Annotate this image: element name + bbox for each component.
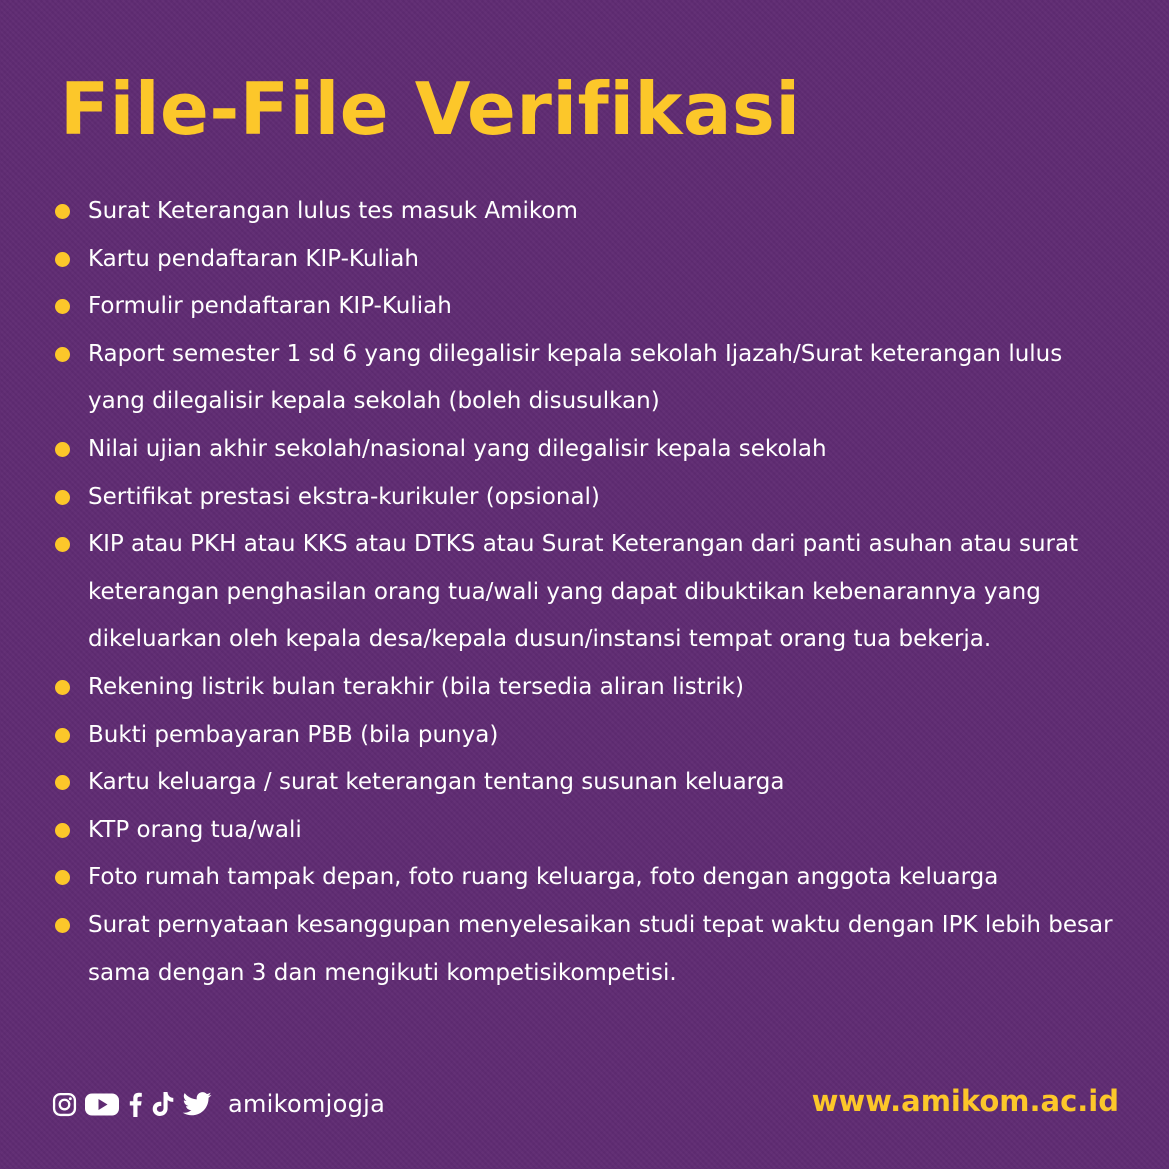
list-item-text: Raport semester 1 sd 6 yang dilegalisir kepala sekolah Ijazah/Surat keterangan lulus yang dilegalisir kepala sekolah (boleh disusulkan) [88, 340, 1063, 415]
page-title: File-File Verifikasi [60, 67, 801, 151]
list-item-text: Formulir pendaftaran KIP-Kuliah [88, 293, 452, 320]
list-item [54, 664, 1114, 712]
list-item [54, 283, 1114, 331]
list-item-text: Kartu pendaftaran KIP-Kuliah [88, 245, 419, 272]
bullet-icon [55, 490, 70, 505]
list-item-text: Sertifikat prestasi ekstra-kurikuler (opsional) [88, 483, 600, 510]
list-item [54, 759, 1114, 807]
youtube-icon[interactable] [85, 1092, 119, 1117]
bullet-icon [55, 204, 70, 219]
bullet-icon [55, 537, 70, 552]
list-item [54, 902, 1114, 997]
list-item [54, 521, 1114, 664]
list-item-text: Bukti pembayaran PBB (bila punya) [88, 721, 499, 748]
bullet-icon [55, 299, 70, 314]
bullet-icon [55, 252, 70, 267]
bullet-icon [55, 870, 70, 885]
list-item-text: Surat pernyataan kesanggupan menyelesaikan studi tepat waktu dengan IPK lebih besar sama dengan 3 dan mengikuti kompetisikompetisi. [88, 911, 1113, 986]
list-item-text: Rekening listrik bulan terakhir (bila tersedia aliran listrik) [88, 673, 744, 700]
bullet-icon [55, 442, 70, 457]
list-item-text: Nilai ujian akhir sekolah/nasional yang dilegalisir kepala sekolah [88, 435, 827, 462]
bullet-icon [55, 680, 70, 695]
list-item [54, 236, 1114, 284]
verification-file-list [54, 188, 1114, 997]
list-item-text: Kartu keluarga / surat keterangan tentang susunan keluarga [88, 769, 785, 796]
bullet-icon [55, 823, 70, 838]
tiktok-icon[interactable] [151, 1091, 175, 1117]
list-item [54, 807, 1114, 855]
bullet-icon [55, 728, 70, 743]
list-item [54, 712, 1114, 760]
social-links [52, 1087, 385, 1121]
list-item [54, 426, 1114, 474]
list-item-text: KIP atau PKH atau KKS atau DTKS atau Surat Keterangan dari panti asuhan atau surat keterangan penghasilan orang tua/wali yang dapat dibuktikan kebenarannya yang dikeluarkan oleh kepala desa/kepala dusun/instansi tempat orang tua bekerja. [88, 531, 1079, 653]
twitter-icon[interactable] [183, 1092, 212, 1116]
bullet-icon [55, 347, 70, 362]
website-url[interactable]: www.amikom.ac.id [811, 1084, 1119, 1118]
instagram-icon[interactable] [52, 1092, 77, 1117]
list-item-text: Foto rumah tampak depan, foto ruang keluarga, foto dengan anggota keluarga [88, 864, 999, 891]
facebook-icon[interactable] [127, 1091, 143, 1117]
list-item [54, 188, 1114, 236]
list-item [54, 474, 1114, 522]
list-item [54, 331, 1114, 426]
list-item-text: KTP orang tua/wali [88, 816, 302, 843]
bullet-icon [55, 775, 70, 790]
bullet-icon [55, 918, 70, 933]
list-item [54, 854, 1114, 902]
list-item-text: Surat Keterangan lulus tes masuk Amikom [88, 198, 578, 224]
social-handle: amikomjogja [228, 1090, 386, 1118]
